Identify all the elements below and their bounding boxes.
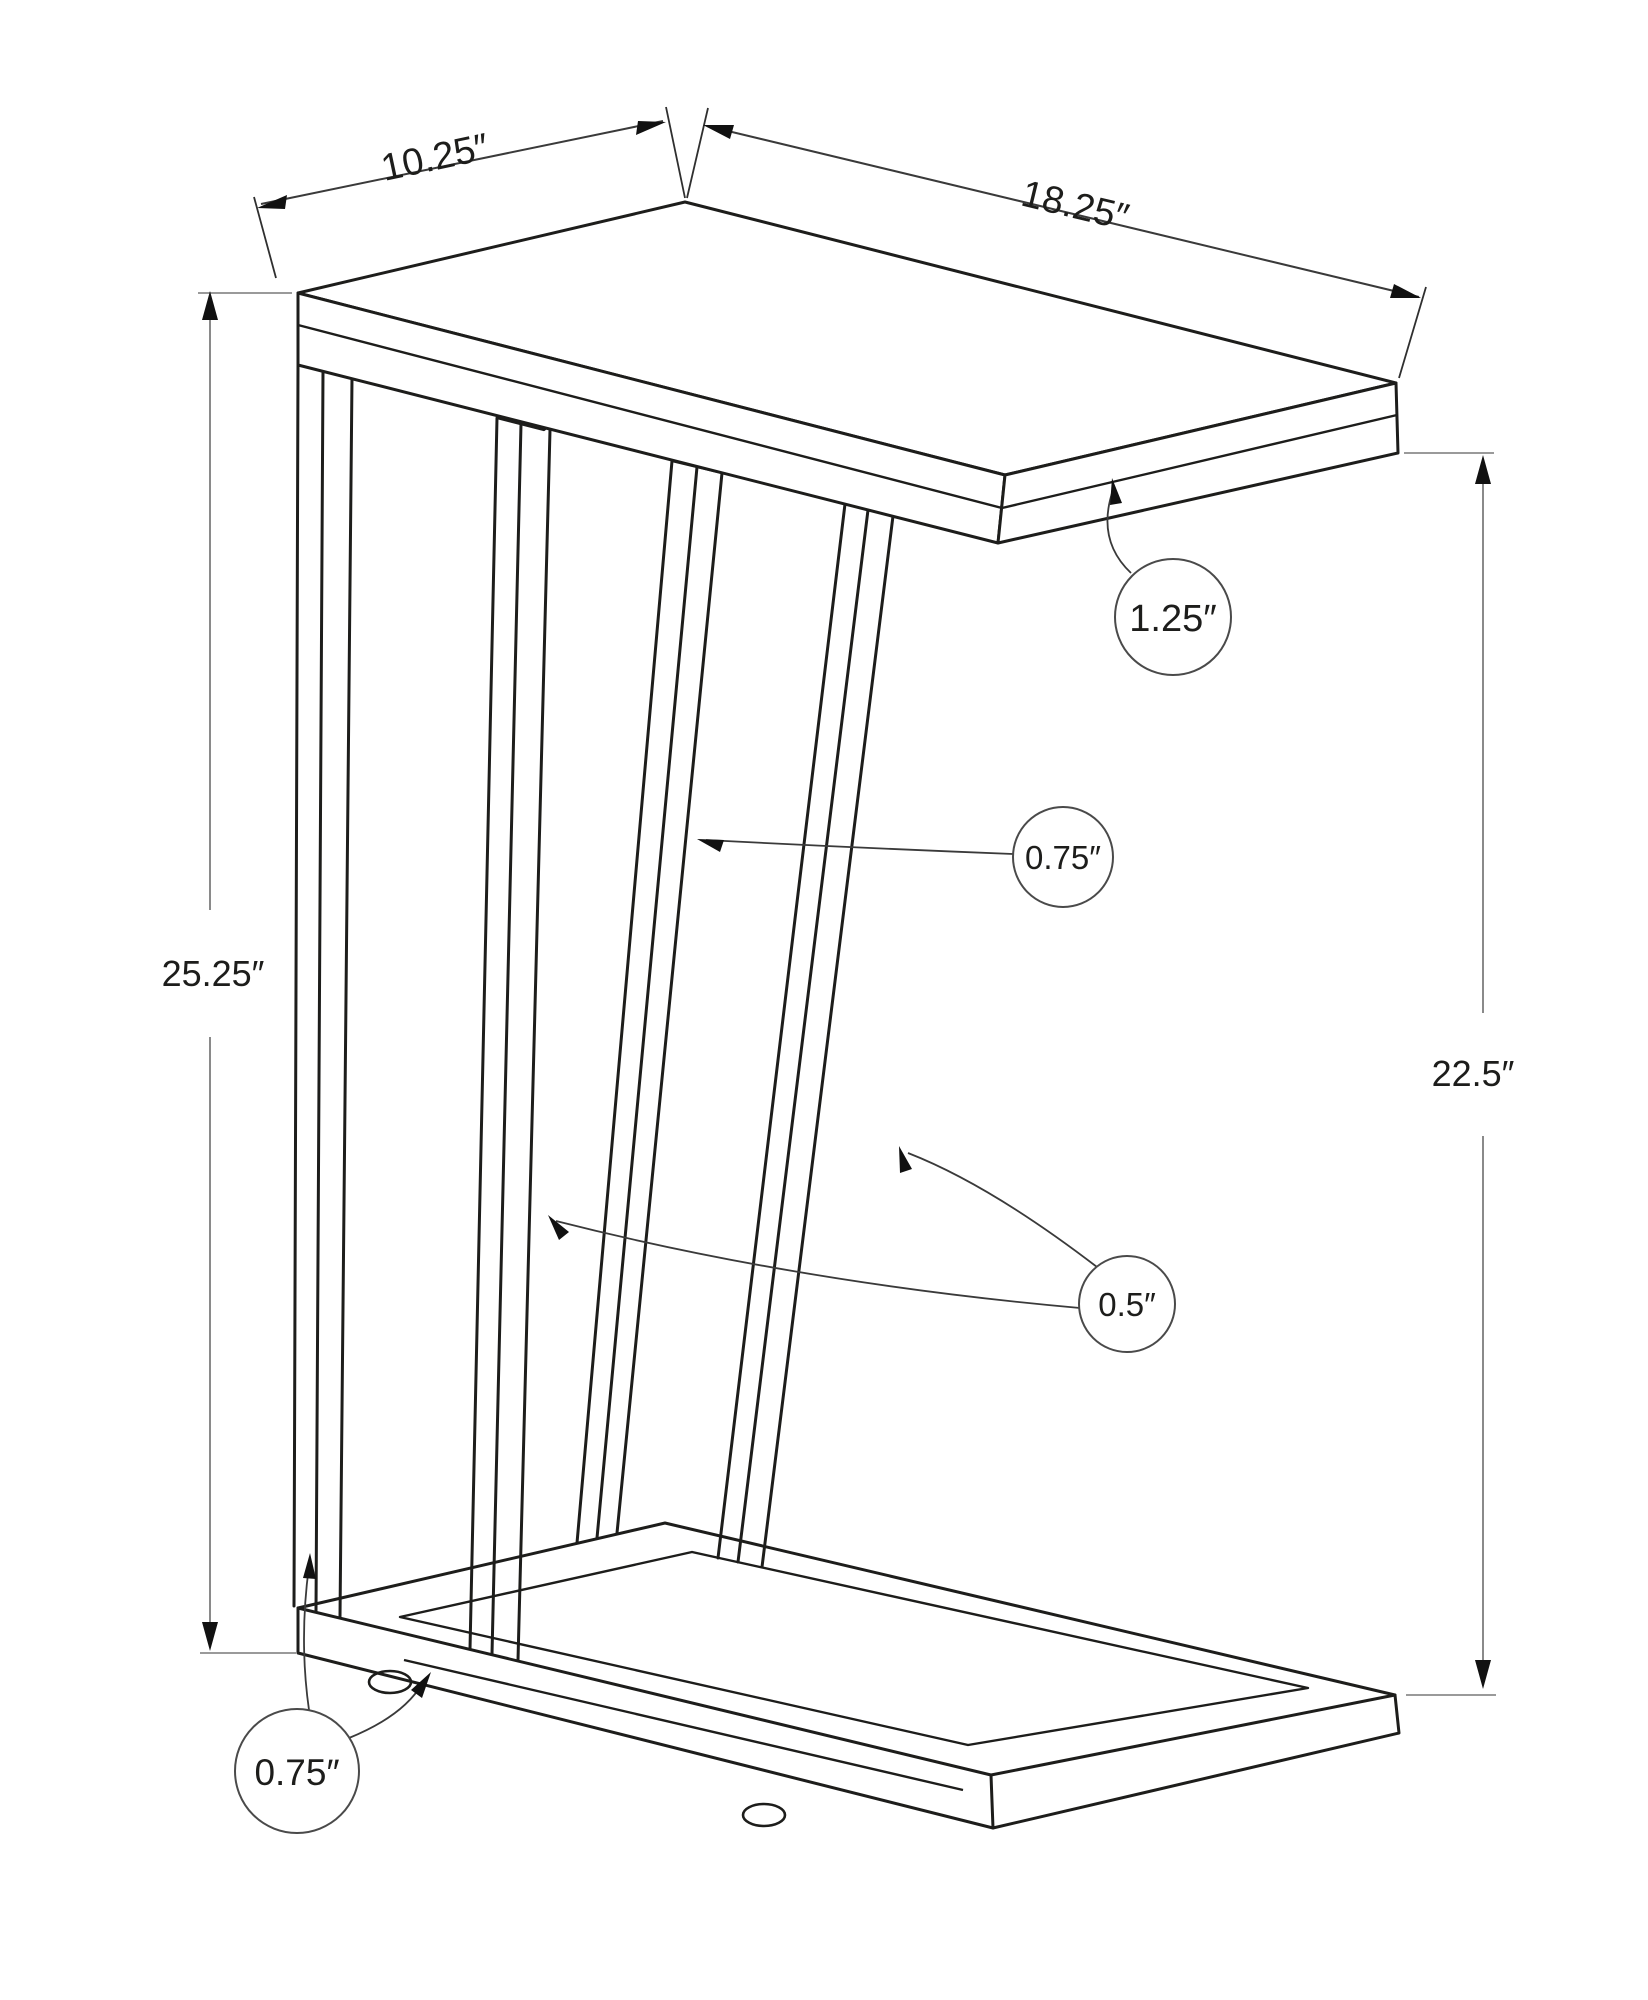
base-front-corner-edge <box>991 1775 993 1828</box>
dim-clearance-height <box>1404 453 1515 1695</box>
arrowhead <box>636 121 666 135</box>
leader-line <box>908 1153 1097 1267</box>
foot-glide <box>369 1671 411 1693</box>
arrowhead <box>899 1146 912 1173</box>
leg-4 <box>718 504 893 1567</box>
arrowhead <box>202 291 218 320</box>
dim-total-height <box>162 291 296 1653</box>
callout-leg-width-label: 0.5″ <box>1098 1286 1156 1323</box>
arrowhead <box>303 1553 316 1579</box>
leg-1 <box>294 365 357 1617</box>
extension-line <box>1399 287 1426 378</box>
arrowhead <box>202 1622 218 1651</box>
extension-line <box>666 107 685 198</box>
leader-line <box>706 840 1013 854</box>
extension-line <box>254 197 276 278</box>
foot-glide <box>743 1804 785 1826</box>
callout-leg-depth-label: 0.75″ <box>1025 839 1101 876</box>
arrowhead <box>1390 284 1421 298</box>
legs <box>294 365 893 1660</box>
dim-total-height-label: 25.25″ <box>161 953 265 994</box>
dim-top-length-label: 18.25″ <box>1017 172 1133 240</box>
arrowhead <box>257 195 287 209</box>
arrowhead <box>697 839 724 852</box>
arrowhead <box>1475 1660 1491 1689</box>
base-frame <box>298 1523 1399 1828</box>
leader-line <box>304 1566 309 1710</box>
dim-top-depth-label: 10.25″ <box>377 126 493 190</box>
arrowhead <box>1475 455 1491 484</box>
leader-line <box>556 1221 1080 1308</box>
callout-base-height-label: 0.75″ <box>254 1752 340 1793</box>
callout-top-thickness-label: 1.25″ <box>1129 598 1217 640</box>
callout-leg-width <box>548 1146 1175 1352</box>
dim-clearance-height-label: 22.5″ <box>1431 1053 1515 1094</box>
leg-2 <box>470 411 553 1660</box>
callout-leg-depth <box>697 807 1113 907</box>
arrowhead <box>548 1215 569 1240</box>
arrowhead <box>703 125 734 139</box>
extension-line <box>687 108 708 198</box>
leg-3 <box>577 455 729 1543</box>
base-outer-outline <box>298 1523 1395 1775</box>
